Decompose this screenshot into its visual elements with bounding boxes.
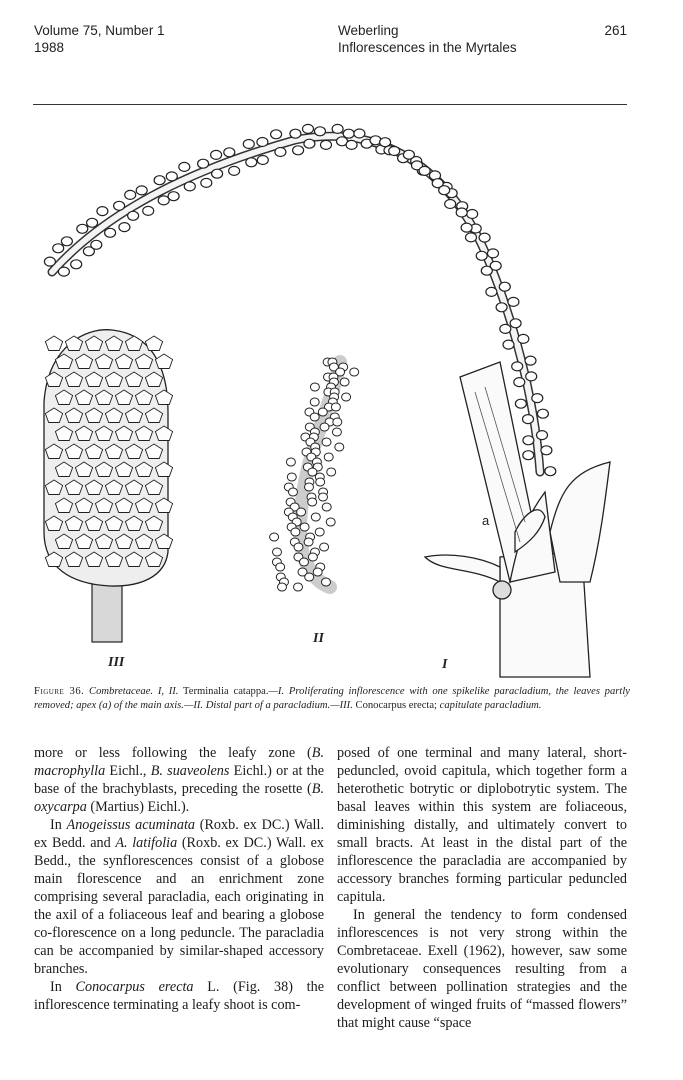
flower-bud-icon bbox=[198, 159, 209, 168]
flower-bud-icon bbox=[257, 156, 268, 165]
flower-bud-icon bbox=[327, 468, 336, 476]
flower-bud-icon bbox=[322, 503, 331, 511]
body-text: (Martius) Eichl.). bbox=[86, 799, 190, 815]
flower-bud-icon bbox=[315, 528, 324, 536]
flower-bud-icon bbox=[481, 266, 492, 275]
flower-bud-icon bbox=[303, 124, 314, 133]
drawing-III-capitulum bbox=[44, 330, 173, 642]
flower-bud-icon bbox=[354, 129, 365, 138]
flower-bud-icon bbox=[300, 558, 309, 566]
flower-bud-icon bbox=[61, 237, 72, 246]
drawing-I-stem-and-leaves bbox=[425, 362, 610, 677]
flower-bud-icon bbox=[289, 488, 298, 496]
body-column-right bbox=[337, 744, 627, 1032]
flower-bud-icon bbox=[512, 362, 523, 371]
taxon-name: B. oxycarpa bbox=[34, 781, 324, 815]
article-title: Inflorescences in the Myrtales bbox=[338, 40, 517, 55]
flower-bud-icon bbox=[44, 257, 55, 266]
body-text: L. (Fig. 38) the inflorescence terminating a leafy shoot is com- bbox=[34, 979, 324, 1013]
flower-bud-icon bbox=[403, 150, 414, 159]
flower-bud-icon bbox=[518, 334, 529, 343]
flower-bud-icon bbox=[523, 436, 534, 445]
flower-bud-icon bbox=[87, 218, 98, 227]
body-paragraph bbox=[337, 744, 627, 906]
flower-bud-icon bbox=[532, 394, 543, 403]
flower-bud-icon bbox=[224, 148, 235, 157]
flower-bud-icon bbox=[523, 415, 534, 424]
flower-bud-icon bbox=[276, 563, 285, 571]
flower-bud-icon bbox=[313, 568, 322, 576]
flower-bud-icon bbox=[308, 498, 317, 506]
taxon-name: B. macrophylla bbox=[34, 745, 324, 779]
flower-bud-icon bbox=[476, 251, 487, 260]
flower-bud-icon bbox=[294, 583, 303, 591]
flower-bud-icon bbox=[154, 176, 165, 185]
flower-bud-icon bbox=[335, 443, 344, 451]
caption-figure-number: Figure 36. bbox=[34, 686, 85, 697]
caption-dash-3: —III. bbox=[330, 700, 353, 711]
body-paragraph bbox=[34, 978, 324, 1014]
journal-volume: Volume 75, Number 1 bbox=[34, 23, 165, 38]
flower-bud-icon bbox=[287, 473, 296, 481]
flower-bud-icon bbox=[514, 378, 525, 387]
header-rule bbox=[33, 104, 627, 105]
flower-bud-icon bbox=[315, 127, 326, 136]
flower-bud-icon bbox=[243, 140, 254, 149]
flower-bud-icon bbox=[291, 528, 300, 536]
flower-bud-icon bbox=[286, 458, 295, 466]
caption-species-3: Conocarpus erecta; bbox=[355, 700, 437, 711]
flower-bud-icon bbox=[537, 431, 548, 440]
taxon-name: B. suaveolens bbox=[150, 763, 230, 779]
flower-bud-icon bbox=[293, 146, 304, 155]
article-author: Weberling bbox=[338, 23, 399, 38]
flower-bud-icon bbox=[246, 158, 257, 167]
flower-bud-icon bbox=[486, 287, 497, 296]
flower-bud-icon bbox=[500, 324, 511, 333]
running-header-center bbox=[338, 22, 517, 56]
flower-bud-icon bbox=[304, 538, 313, 546]
flower-bud-icon bbox=[257, 138, 268, 147]
flower-bud-icon bbox=[271, 130, 282, 139]
body-text: (Roxb. ex DC.) Wall. ex Bedd., the synflorescences consist of a globose main florescence and an enrichment zone comprising several paracladia, each originating in the axil of a foliaceous leaf and bearing a globose co-florescence on a long peduncle. The paracladia can be accompanied by similar-shaped accessory branches. bbox=[34, 835, 324, 977]
flower-bud-icon bbox=[332, 428, 341, 436]
flower-bud-icon bbox=[136, 186, 147, 195]
flower-icon bbox=[155, 354, 172, 369]
flower-bud-icon bbox=[342, 393, 351, 401]
flower-bud-icon bbox=[467, 210, 478, 219]
flower-bud-icon bbox=[496, 303, 507, 312]
body-text: Eichl., bbox=[105, 763, 151, 779]
figure-label-a: a bbox=[482, 513, 490, 528]
flower-bud-icon bbox=[343, 129, 354, 138]
caption-dash-2: —II. bbox=[183, 700, 204, 711]
flower-bud-icon bbox=[537, 409, 548, 418]
flower-bud-icon bbox=[320, 423, 329, 431]
flower-bud-icon bbox=[526, 372, 537, 381]
caption-species-1: Terminalia catappa. bbox=[183, 686, 269, 697]
flower-icon bbox=[45, 336, 62, 351]
flower-bud-icon bbox=[179, 162, 190, 171]
flower-bud-icon bbox=[419, 166, 430, 175]
flower-bud-icon bbox=[294, 543, 303, 551]
figure-label-I: I bbox=[442, 657, 448, 672]
flower-bud-icon bbox=[278, 583, 287, 591]
flower-bud-icon bbox=[201, 178, 212, 187]
flower-icon bbox=[145, 336, 162, 351]
figure-caption bbox=[34, 685, 630, 713]
flower-bud-icon bbox=[515, 399, 526, 408]
caption-desc-2: Distal part of a paracladium. bbox=[205, 700, 331, 711]
flower-bud-icon bbox=[311, 513, 320, 521]
flower-bud-icon bbox=[456, 208, 467, 217]
body-column-left bbox=[34, 744, 324, 1014]
body-paragraph bbox=[337, 906, 627, 1032]
flower-bud-icon bbox=[168, 192, 179, 201]
flower-bud-icon bbox=[128, 211, 139, 220]
body-text: posed of one terminal and many lateral, short-peduncled, ovoid capitula, which together form a heterothetic botrytic or diplobotrytic system. The basal leaves within this system are foliaceous, diminishing distally, and ultimately convert to small bracts. At least in the distal part of the inflorescence the paracladia are accompanied by accessory branches forming particular peduncled capitula. bbox=[337, 745, 627, 905]
flower-bud-icon bbox=[125, 190, 136, 199]
figure-label-II: II bbox=[313, 631, 324, 646]
flower-bud-icon bbox=[322, 438, 331, 446]
flower-bud-icon bbox=[479, 233, 490, 242]
flower-bud-icon bbox=[488, 249, 499, 258]
caption-dash-1: —I. bbox=[268, 686, 285, 697]
running-header-left bbox=[34, 22, 165, 56]
body-text: more or less following the leafy zone ( bbox=[34, 745, 312, 761]
flower-bud-icon bbox=[332, 124, 343, 133]
flower-bud-icon bbox=[310, 413, 319, 421]
flower-bud-icon bbox=[389, 147, 400, 156]
flower-bud-icon bbox=[545, 467, 556, 476]
flower-bud-icon bbox=[499, 282, 510, 291]
flower-bud-icon bbox=[308, 553, 317, 561]
flower-bud-icon bbox=[184, 182, 195, 191]
body-text: Eichl.) or at the base of the brachyblasts, preceding the rosette ( bbox=[34, 763, 325, 797]
body-paragraph bbox=[34, 744, 324, 816]
flower-bud-icon bbox=[297, 508, 306, 516]
flower-bud-icon bbox=[212, 169, 223, 178]
flower-bud-icon bbox=[77, 224, 88, 233]
flower-bud-icon bbox=[333, 418, 342, 426]
flower-bud-icon bbox=[439, 186, 450, 195]
flower-bud-icon bbox=[508, 297, 519, 306]
flower-bud-icon bbox=[466, 233, 477, 242]
flower-bud-icon bbox=[322, 578, 331, 586]
flower-bud-icon bbox=[318, 408, 327, 416]
flower-bud-icon bbox=[300, 523, 309, 531]
flower-bud-icon bbox=[97, 207, 108, 216]
flower-bud-icon bbox=[326, 518, 335, 526]
body-text: In bbox=[50, 817, 67, 833]
drawing-II-paracladium bbox=[270, 358, 359, 591]
flower-bud-icon bbox=[321, 140, 332, 149]
flower-bud-icon bbox=[105, 228, 116, 237]
caption-desc-3: capitulate paracladium. bbox=[439, 700, 542, 711]
flower-bud-icon bbox=[523, 451, 534, 460]
flower-bud-icon bbox=[445, 200, 456, 209]
body-text: In bbox=[50, 979, 76, 995]
figure-36-illustration bbox=[30, 112, 640, 682]
flower-bud-icon bbox=[211, 150, 222, 159]
flower-bud-icon bbox=[310, 383, 319, 391]
flower-bud-icon bbox=[510, 319, 521, 328]
caption-family: Combretaceae. bbox=[89, 686, 154, 697]
flower-bud-icon bbox=[114, 201, 125, 210]
flower-bud-icon bbox=[91, 240, 102, 249]
flower-bud-icon bbox=[319, 493, 328, 501]
body-text: In general the tendency to form condensed inflorescences is not very strong within the Combretaceae. Exell (1962), however, saw some evolutionary consequences resulting from a conflict between pollination strategies and the development of winged fruits of “massed flowers” that might cause “space bbox=[337, 907, 627, 1031]
flower-bud-icon bbox=[305, 573, 314, 581]
flower-bud-icon bbox=[310, 398, 319, 406]
caption-parts-1: I, II. bbox=[157, 686, 179, 697]
flower-bud-icon bbox=[305, 483, 314, 491]
flower-bud-icon bbox=[350, 368, 359, 376]
body-text: (Roxb. ex DC.) Wall. ex Bedd. and bbox=[34, 817, 324, 851]
taxon-name: A. latifolia bbox=[115, 835, 178, 851]
flower-bud-icon bbox=[503, 340, 514, 349]
flower-bud-icon bbox=[304, 139, 315, 148]
flower-bud-icon bbox=[324, 453, 333, 461]
flower-bud-icon bbox=[58, 267, 69, 276]
figure-label-III: III bbox=[108, 655, 125, 670]
flower-bud-icon bbox=[320, 543, 329, 551]
flower-bud-icon bbox=[270, 533, 279, 541]
body-paragraph bbox=[34, 816, 324, 978]
flower-bud-icon bbox=[461, 223, 472, 232]
flower-bud-icon bbox=[331, 403, 340, 411]
flower-bud-icon bbox=[525, 356, 536, 365]
taxon-name: Conocarpus erecta bbox=[75, 979, 194, 995]
journal-year: 1988 bbox=[34, 40, 65, 55]
flower-bud-icon bbox=[380, 138, 391, 147]
flower-bud-icon bbox=[273, 548, 282, 556]
page-number: 261 bbox=[604, 23, 627, 38]
flower-bud-icon bbox=[316, 478, 325, 486]
flower-bud-icon bbox=[143, 206, 154, 215]
taxon-name: Anogeissus acuminata bbox=[66, 817, 196, 833]
flower-bud-icon bbox=[53, 244, 64, 253]
flower-bud-icon bbox=[71, 260, 82, 269]
flower-bud-icon bbox=[119, 223, 130, 232]
flower-bud-icon bbox=[229, 166, 240, 175]
flower-bud-icon bbox=[166, 172, 177, 181]
caption-desc-1: Proliferating inflorescence with one spikelike paracladium, the leaves partly removed; apex (a) of the main axis. bbox=[34, 686, 630, 711]
flower-bud-icon bbox=[158, 196, 169, 205]
flower-bud-icon bbox=[340, 378, 349, 386]
flower-bud-icon bbox=[275, 148, 286, 157]
flower-bud-icon bbox=[290, 129, 301, 138]
flower-bud-icon bbox=[541, 446, 552, 455]
flower-bud-icon bbox=[346, 140, 357, 149]
